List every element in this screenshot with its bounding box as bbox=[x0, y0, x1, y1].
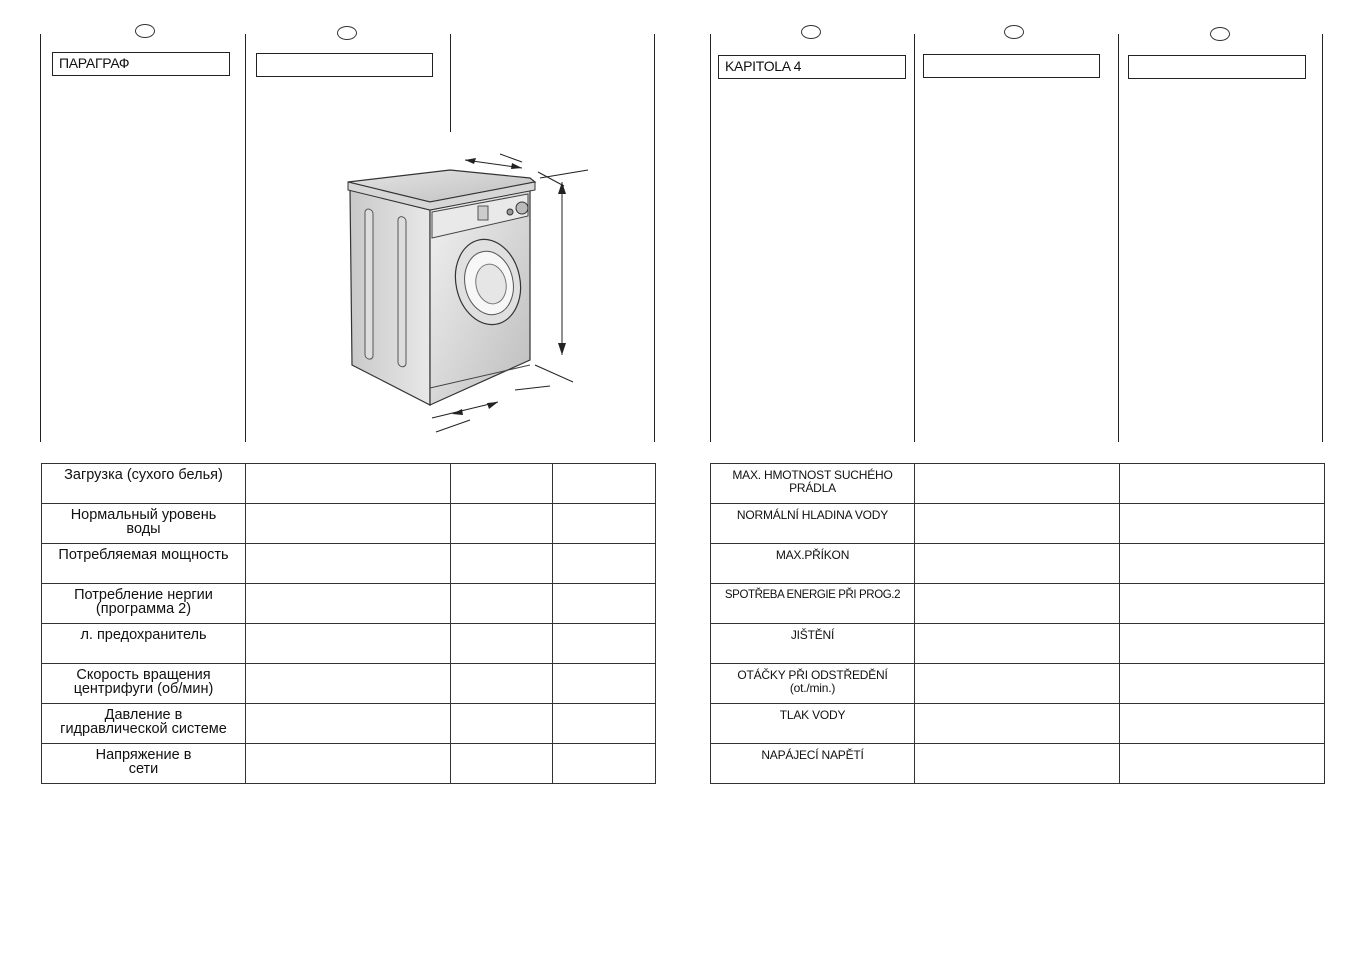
section-header-empty bbox=[923, 54, 1100, 78]
spec-label: TLAK VODY bbox=[711, 704, 915, 744]
column-divider bbox=[450, 34, 451, 132]
spec-label: Загрузка (сухого белья) bbox=[42, 464, 246, 504]
washing-machine-illustration bbox=[340, 150, 600, 440]
spec-label: JIŠTĚNÍ bbox=[711, 624, 915, 664]
table-row bbox=[711, 704, 1325, 744]
spec-label: MAX. HMOTNOST SUCHÉHO PRÁDLA bbox=[711, 464, 915, 504]
spec-label: Нормальный уровень воды bbox=[42, 504, 246, 544]
column-divider bbox=[245, 34, 246, 442]
language-marker-4 bbox=[1004, 25, 1024, 39]
spec-label: SPOTŘEBA ENERGIE PŘI PROG.2 bbox=[711, 584, 915, 624]
table-row bbox=[42, 504, 656, 544]
spec-label: OTÁČKY PŘI ODSTŘEDĚNÍ (ot./min.) bbox=[711, 664, 915, 704]
column-divider bbox=[1118, 34, 1119, 442]
table-row bbox=[711, 464, 1325, 504]
table-row bbox=[711, 584, 1325, 624]
spec-table-ru bbox=[41, 463, 656, 784]
spec-label: NAPÁJECÍ NAPĚTÍ bbox=[711, 744, 915, 784]
spec-label: MAX.PŘÍKON bbox=[711, 544, 915, 584]
section-header: ПАРАГРАФ bbox=[52, 52, 230, 76]
spec-label: Скорость вращения центрифуги (об/мин) bbox=[42, 664, 246, 704]
table-row bbox=[711, 624, 1325, 664]
table-row bbox=[42, 664, 656, 704]
column-divider bbox=[710, 34, 711, 442]
language-marker-3 bbox=[801, 25, 821, 39]
column-divider bbox=[914, 34, 915, 442]
spec-label: Напряжение в сети bbox=[42, 744, 246, 784]
table-row bbox=[42, 624, 656, 664]
column-divider bbox=[40, 34, 41, 442]
spec-label: л. предохранитель bbox=[42, 624, 246, 664]
table-row bbox=[42, 584, 656, 624]
section-header-empty bbox=[256, 53, 433, 77]
spec-table-cz bbox=[710, 463, 1325, 784]
spec-label: NORMÁLNÍ HLADINA VODY bbox=[711, 504, 915, 544]
table-row bbox=[42, 744, 656, 784]
language-marker-5 bbox=[1210, 27, 1230, 41]
table-row bbox=[711, 544, 1325, 584]
table-row bbox=[711, 504, 1325, 544]
table-row bbox=[42, 464, 656, 504]
column-divider bbox=[654, 34, 655, 442]
table-row bbox=[711, 744, 1325, 784]
spec-label: Давление в гидравлической системе bbox=[42, 704, 246, 744]
table-row bbox=[42, 544, 656, 584]
language-marker-1 bbox=[135, 24, 155, 38]
table-row bbox=[42, 704, 656, 744]
section-header: KAPITOLA 4 bbox=[718, 55, 906, 79]
spec-label: Потребляемая мощность bbox=[42, 544, 246, 584]
spec-label: Потребление нергии (программа 2) bbox=[42, 584, 246, 624]
column-divider bbox=[1322, 34, 1323, 442]
language-marker-2 bbox=[337, 26, 357, 40]
table-row bbox=[711, 664, 1325, 704]
section-header-empty bbox=[1128, 55, 1306, 79]
